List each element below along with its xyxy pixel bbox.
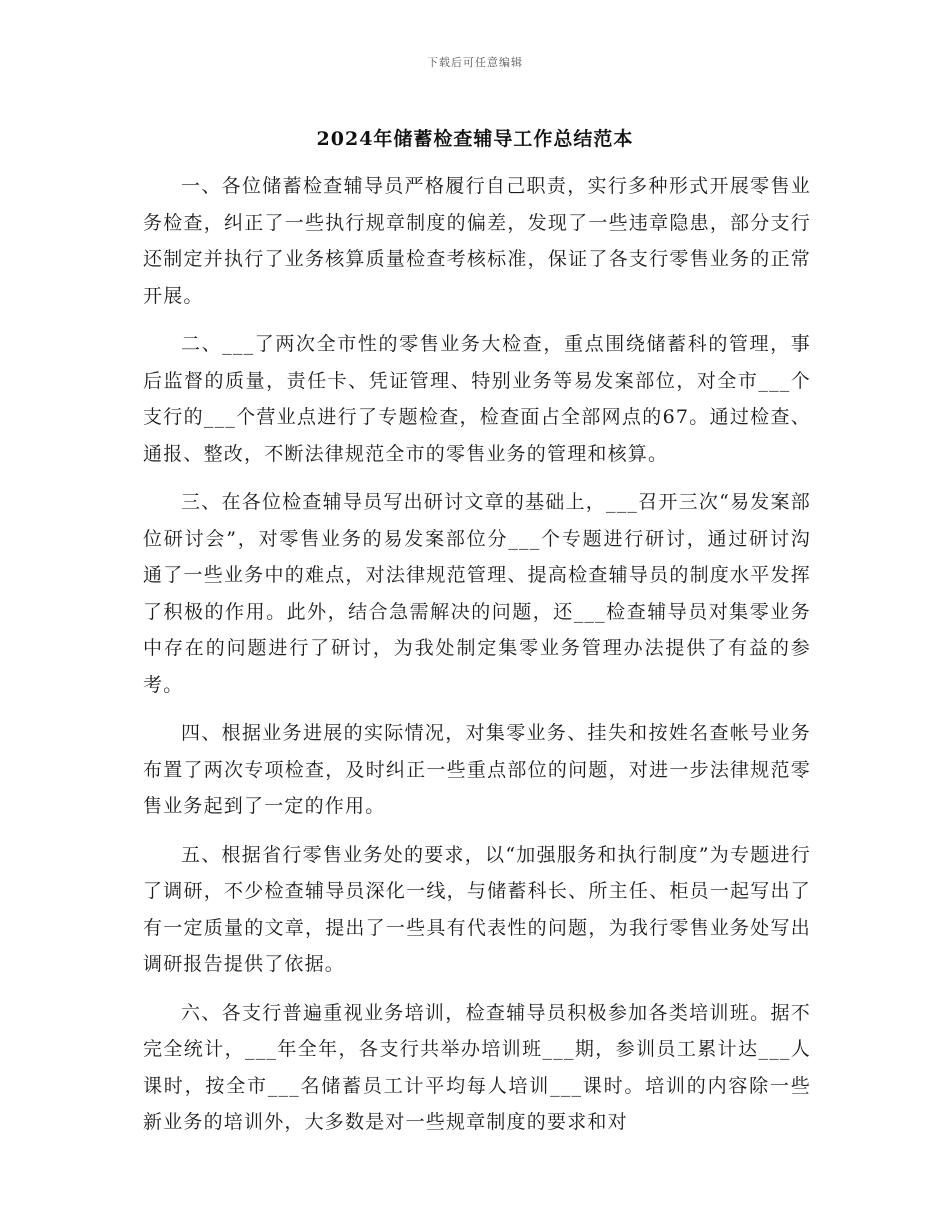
paragraph-6: 六、各支行普遍重视业务培训，检查辅导员积极参加各类培训班。据不完全统计，___年全年，各支行共举办培训班___期，参训员工累计达___人课时，按全市___名储蓄员工计平均每人培训___课时。培训的内容除一些新业务的培训外，大多数是对一些规章制度的要求和对 xyxy=(143,1001,811,1133)
paragraph-2: 二、___了两次全市性的零售业务大检查，重点围绕储蓄科的管理，事后监督的质量，责任卡、凭证管理、特别业务等易发案部位，对全市___个支行的___个营业点进行了专题检查，检查面占全部网点的67。通过检查、通报、整改，不断法律规范全市的零售业务的管理和核算。 xyxy=(143,333,811,465)
document-title: 2024年储蓄检查辅导工作总结范本 xyxy=(316,128,634,150)
paragraph-1: 一、各位储蓄检查辅导员严格履行自己职责，实行多种形式开展零售业务检查，纠正了一些执行规章制度的偏差，发现了一些违章隐患，部分支行还制定并执行了业务核算质量检查考核标准，保证了各支行零售业务的正常开展。 xyxy=(143,175,811,307)
paragraph-5: 五、根据省行零售业务处的要求，以“加强服务和执行制度”为专题进行了调研，不少检查辅导员深化一线，与储蓄科长、所主任、柜员一起写出了有一定质量的文章，提出了一些具有代表性的问题，为我行零售业务处写出调研报告提供了依据。 xyxy=(143,843,811,975)
paragraph-3: 三、在各位检查辅导员写出研讨文章的基础上，___召开三次“易发案部位研讨会”，对零售业务的易发案部位分___个专题进行研讨，通过研讨沟通了一些业务中的难点，对法律规范管理、提高检查辅导员的制度水平发挥了积极的作用。此外，结合急需解决的问题，还___检查辅导员对集零业务中存在的问题进行了研讨，为我处制定集零业务管理办法提供了有益的参考。 xyxy=(143,491,811,696)
page-header-note: 下载后可任意编辑 xyxy=(427,56,523,69)
document-body xyxy=(143,168,811,1153)
paragraph-4: 四、根据业务进展的实际情况，对集零业务、挂失和按姓名查帐号业务布置了两次专项检查，及时纠正一些重点部位的问题，对进一步法律规范零售业务起到了一定的作用。 xyxy=(143,722,811,817)
